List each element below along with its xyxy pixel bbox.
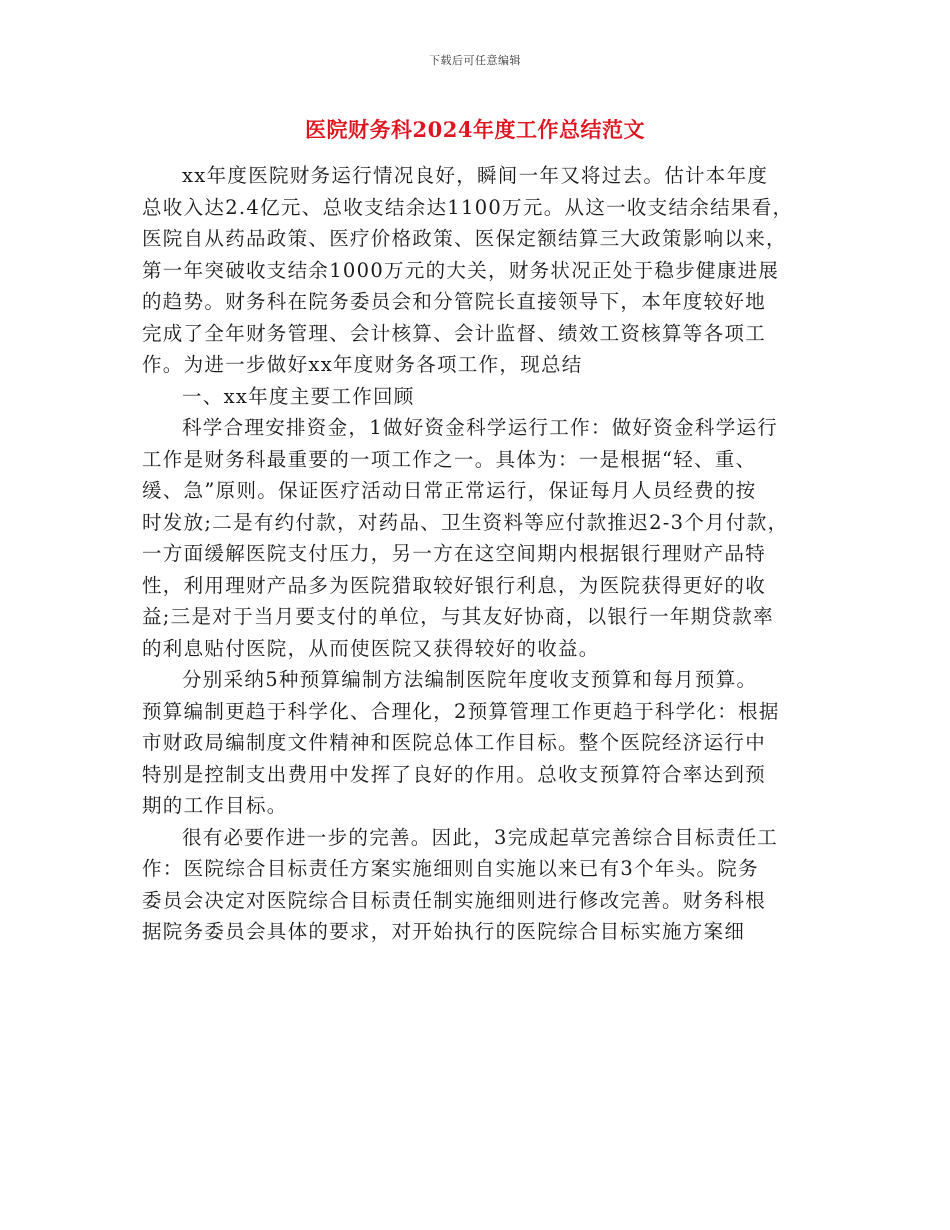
text-line: 委员会决定对医院综合目标责任制实施细则进行修改完善。财务科根	[142, 888, 767, 912]
text-line: 益;三是对于当月要支付的单位，与其友好协商，以银行一年期贷款率	[142, 605, 774, 628]
text-line: 的趋势。财务科在院务委员会和分管院长直接领导下，本年度较好地	[142, 290, 767, 313]
text-line: 第一年突破收支结余1000万元的大关，财务状况正处于稳步健康进展	[142, 258, 780, 282]
text-line: 时发放;二是有约付款，对药品、卫生资料等应付款推迟2-3个月付款，	[142, 510, 789, 534]
paragraph-funds	[142, 412, 812, 664]
paragraph-intro	[142, 160, 812, 381]
text-line: 性，利用理财产品多为医院猎取较好银行利息，为医院获得更好的收	[142, 573, 767, 597]
page-header-note: 下载后可任意编辑	[429, 54, 521, 67]
text-line: 缓、急”原则。保证医疗活动日常正常运行，保证每月人员经费的按	[142, 479, 757, 502]
text-line: 科学合理安排资金，1做好资金科学运行工作：做好资金科学运行	[182, 416, 779, 439]
text-line: 医院自从药品政策、医疗价格政策、医保定额结算三大政策影响以来，	[142, 227, 787, 250]
text-line: 作。为进一步做好xx年度财务各项工作，现总结	[142, 353, 583, 376]
text-line: 一方面缓解医院支付压力，另一方在这空间期内根据银行理财产品特	[142, 542, 767, 565]
text-line: 一、xx年度主要工作回顾	[182, 384, 415, 408]
text-line: 预算编制更趋于科学化、合理化，2预算管理工作更趋于科学化：根据	[142, 699, 780, 723]
section-heading	[142, 381, 812, 413]
text-line: 工作是财务科最重要的一项工作之一。具体为：一是根据“轻、重、	[142, 447, 757, 471]
text-line: 完成了全年财务管理、会计核算、会计监督、绩效工资核算等各项工	[142, 321, 767, 345]
text-line: 总收入达2.4亿元、总收支结余达1100万元。从这一收支结余结果看，	[142, 195, 794, 219]
text-line: 据院务委员会具体的要求，对开始执行的医院综合目标实施方案细	[142, 920, 746, 943]
text-line: 很有必要作进一步的完善。因此，3完成起草完善综合目标责任工	[182, 825, 779, 849]
paragraph-budget	[142, 664, 812, 822]
text-line: 的利息贴付医院，从而使医院又获得较好的收益。	[142, 636, 600, 660]
text-line: 期的工作目标。	[142, 794, 288, 817]
text-line: 特别是控制支出费用中发挥了良好的作用。总收支预算符合率达到预	[142, 762, 767, 786]
document-body	[142, 160, 812, 948]
text-line: 市财政局编制度文件精神和医院总体工作目标。整个医院经济运行中	[142, 731, 767, 754]
document-title: 医院财务科2024年度工作总结范文	[305, 117, 645, 142]
text-line: 分别采纳5种预算编制方法编制医院年度收支预算和每月预算。	[182, 668, 758, 691]
text-line: 作：医院综合目标责任方案实施细则自实施以来已有3个年头。院务	[142, 857, 759, 880]
text-line: xx年度医院财务运行情况良好，瞬间一年又将过去。估计本年度	[182, 164, 769, 187]
paragraph-targets	[142, 822, 812, 948]
